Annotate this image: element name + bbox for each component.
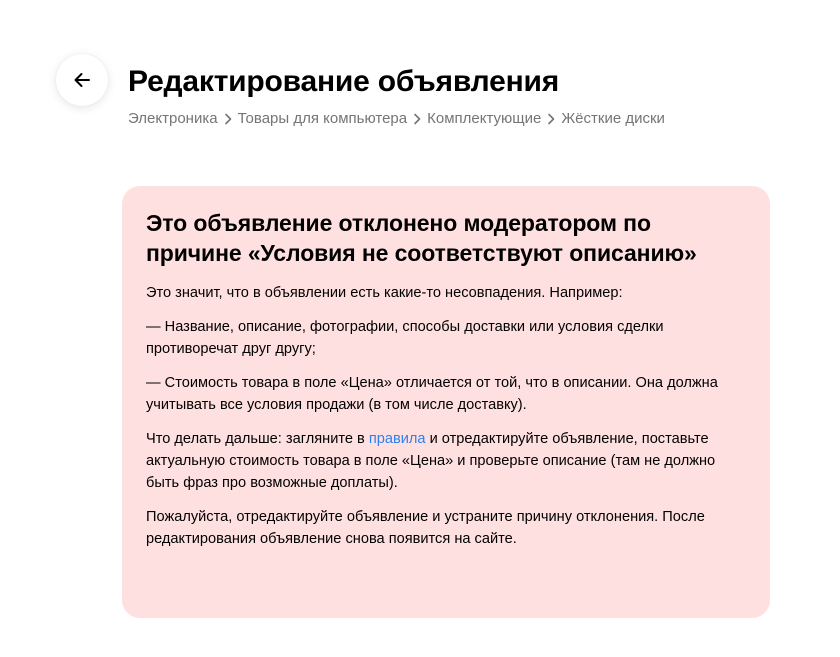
breadcrumb-item-computer-goods[interactable]: Товары для компьютера [237, 110, 408, 127]
notice-item-1: — Название, описание, фотографии, способы доставки или условия сделки противоречат друг другу; [146, 319, 664, 357]
breadcrumb-item-electronics[interactable]: Электроника [128, 110, 218, 127]
notice-next-text-before: Что делать дальше: загляните в [146, 431, 369, 447]
arrow-left-icon [72, 70, 92, 90]
rules-link[interactable]: правила [368, 431, 426, 447]
notice-intro: Это значит, что в объявлении есть какие-то несовпадения. Например: [146, 285, 623, 301]
notice-title: Это объявление отклонено модератором по причине «Условия не соответствуют описанию» [146, 210, 697, 266]
breadcrumb-item-hard-drives[interactable]: Жёсткие диски [561, 110, 665, 127]
notice-final: Пожалуйста, отредактируйте объявление и устраните причину отклонения. После редактирования объявление снова появится на сайте. [146, 509, 705, 547]
breadcrumb-item-components[interactable]: Комплектующие [427, 110, 542, 127]
notice-next-steps [146, 428, 746, 494]
notice-next-text-after: и отредактируйте объявление, поставьте актуальную стоимость товара в поле «Цена» и проверьте описание (там не должно быть фраз про возможные доплаты). [146, 431, 716, 491]
rejection-notice [122, 186, 770, 618]
chevron-right-icon [224, 113, 232, 125]
page-title: Редактирование объявления [128, 65, 560, 98]
chevron-right-icon [547, 113, 555, 125]
notice-item-2: — Стоимость товара в поле «Цена» отличается от той, что в описании. Она должна учитывать все условия продажи (в том числе доставку). [146, 375, 718, 413]
breadcrumb [128, 108, 665, 130]
chevron-right-icon [413, 113, 421, 125]
back-button[interactable] [56, 54, 108, 106]
